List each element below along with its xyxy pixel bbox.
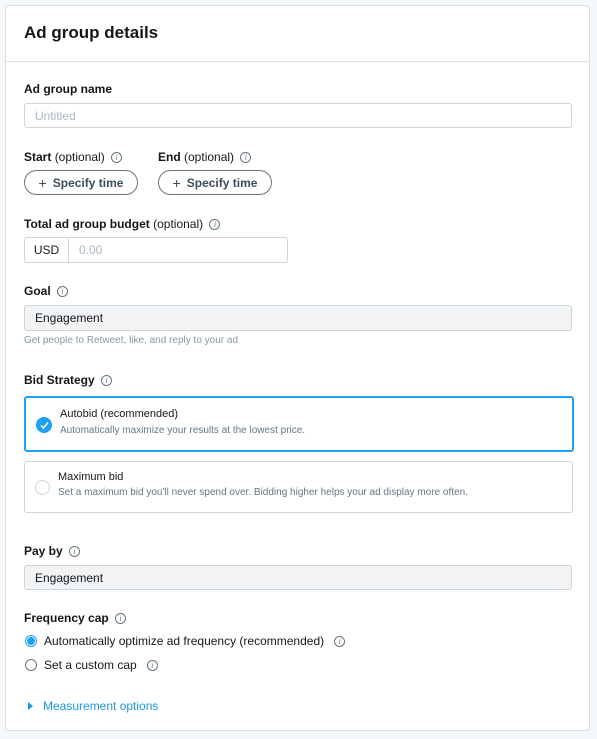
frequency-cap-label-text: Frequency cap xyxy=(24,611,109,625)
budget-input[interactable] xyxy=(24,237,288,263)
radio-unselected[interactable] xyxy=(25,659,37,671)
frequency-option-label: Automatically optimize ad frequency (recommended) xyxy=(44,634,325,648)
card-header xyxy=(6,6,589,62)
plus-icon: + xyxy=(172,174,181,191)
start-optional-text: (optional) xyxy=(54,150,105,164)
page-title: Ad group details xyxy=(24,23,159,42)
info-icon[interactable]: i xyxy=(147,660,158,671)
radio-selected[interactable] xyxy=(25,635,37,647)
budget-placeholder: 0.00 xyxy=(79,243,103,257)
check-icon xyxy=(36,417,52,433)
pay-by-label xyxy=(24,544,80,558)
info-icon[interactable]: i xyxy=(334,636,345,647)
pay-by-select[interactable] xyxy=(24,565,572,590)
measurement-options-link[interactable]: Measurement options xyxy=(43,699,159,713)
end-button-label: Specify time xyxy=(186,175,258,190)
bid-option-title: Maximum bid xyxy=(58,471,124,483)
end-label xyxy=(158,150,251,164)
bid-option-desc: Automatically maximize your results at the lowest price. xyxy=(60,425,306,436)
bid-option-title: Autobid (recommended) xyxy=(60,408,179,420)
pay-by-label-text: Pay by xyxy=(24,544,63,558)
start-button-label: Specify time xyxy=(52,175,124,190)
currency-prefix: USD xyxy=(25,238,69,262)
info-icon[interactable]: i xyxy=(101,375,112,386)
measurement-options-toggle[interactable] xyxy=(28,699,158,713)
info-icon[interactable]: i xyxy=(111,152,122,163)
goal-value: Engagement xyxy=(35,311,104,325)
frequency-option-auto[interactable] xyxy=(25,634,345,648)
ad-group-name-input[interactable] xyxy=(24,103,572,128)
info-icon[interactable]: i xyxy=(57,286,68,297)
start-label-text: Start xyxy=(24,150,52,164)
goal-select[interactable] xyxy=(24,305,572,331)
frequency-option-custom[interactable] xyxy=(25,658,158,672)
end-optional-text: (optional) xyxy=(184,150,235,164)
bid-option-autobid[interactable] xyxy=(24,396,574,452)
ad-group-name-placeholder: Untitled xyxy=(35,108,76,123)
info-icon[interactable]: i xyxy=(69,546,80,557)
bid-option-maximum[interactable] xyxy=(24,461,573,513)
start-specify-time-button[interactable] xyxy=(24,170,138,195)
budget-label-text: Total ad group budget xyxy=(24,217,150,231)
triangle-right-icon xyxy=(28,702,33,710)
ad-group-details-card xyxy=(5,5,590,731)
pay-by-value: Engagement xyxy=(35,570,104,585)
frequency-cap-label xyxy=(24,611,126,625)
bid-strategy-label xyxy=(24,373,112,387)
end-label-text: End xyxy=(158,150,181,164)
plus-icon: + xyxy=(38,174,47,191)
info-icon[interactable]: i xyxy=(209,219,220,230)
info-icon[interactable]: i xyxy=(115,613,126,624)
budget-optional-text: (optional) xyxy=(153,217,204,231)
end-specify-time-button[interactable] xyxy=(158,170,272,195)
goal-label xyxy=(24,284,68,298)
bid-option-desc: Set a maximum bid you'll never spend over. Bidding higher helps your ad display more often. xyxy=(58,487,468,498)
start-label xyxy=(24,150,122,164)
ad-group-name-label: Ad group name xyxy=(24,82,113,96)
budget-label xyxy=(24,217,220,231)
info-icon[interactable]: i xyxy=(240,152,251,163)
frequency-option-label: Set a custom cap xyxy=(44,658,137,672)
goal-label-text: Goal xyxy=(24,284,51,298)
unchecked-circle-icon xyxy=(35,480,50,495)
bid-strategy-label-text: Bid Strategy xyxy=(24,373,95,387)
goal-help-text: Get people to Retweet, like, and reply to your ad xyxy=(24,335,239,346)
